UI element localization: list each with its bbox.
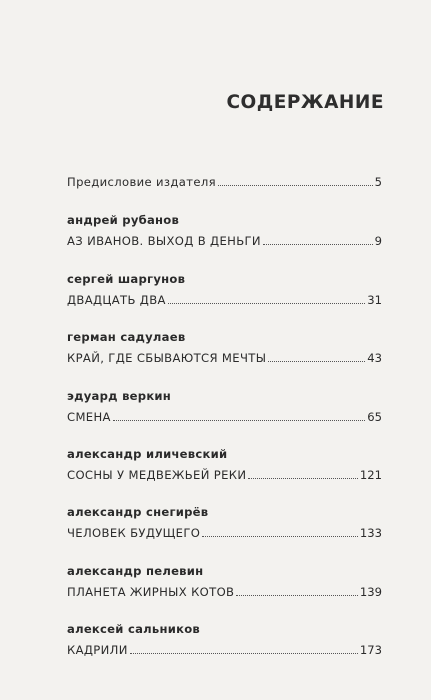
toc-title: СМЕНА (67, 410, 111, 424)
dot-leader (248, 477, 357, 479)
toc-entry (67, 389, 382, 424)
toc-author: андрей рубанов (67, 213, 180, 227)
toc-author: александр снегирёв (67, 505, 209, 519)
toc-line (67, 468, 382, 482)
toc-title: КРАЙ, ГДЕ СБЫВАЮТСЯ МЕЧТЫ (67, 351, 267, 365)
toc-entry (67, 213, 382, 248)
toc-preface-title: Предисловие издателя (67, 175, 216, 189)
dot-leader (236, 594, 358, 596)
toc-title: ЧЕЛОВЕК БУДУЩЕГО (67, 526, 201, 540)
toc-preface-page: 5 (374, 175, 382, 189)
toc-line (67, 526, 382, 540)
toc-page: 65 (367, 410, 382, 424)
dot-leader (218, 184, 373, 186)
toc-author: сергей шаргунов (67, 272, 186, 286)
dot-leader (268, 360, 365, 362)
toc-page: 133 (359, 526, 382, 540)
dot-leader (113, 419, 365, 421)
toc-entry (67, 447, 382, 482)
toc-line (67, 293, 382, 307)
dot-leader (263, 243, 373, 245)
page-title: СОДЕРЖАНИЕ (226, 92, 384, 113)
toc-entry (67, 330, 382, 365)
toc-title: КАДРИЛИ (67, 643, 128, 657)
toc-title: АЗ ИВАНОВ. ВЫХОД В ДЕНЬГИ (67, 234, 261, 248)
toc-entry (67, 272, 382, 307)
toc-page: 121 (359, 468, 382, 482)
toc-page: 9 (374, 234, 382, 248)
toc-line (67, 585, 382, 599)
toc-line (67, 643, 382, 657)
toc-entry (67, 564, 382, 599)
toc-entry (67, 622, 382, 657)
toc-line (67, 410, 382, 424)
toc-author: александр иличевский (67, 447, 228, 461)
toc-title: СОСНЫ У МЕДВЕЖЬЕЙ РЕКИ (67, 468, 247, 482)
toc-line (67, 234, 382, 248)
table-of-contents (67, 175, 382, 657)
toc-line (67, 351, 382, 365)
dot-leader (168, 302, 365, 304)
toc-page: 31 (367, 293, 382, 307)
toc-author: герман садулаев (67, 330, 186, 344)
toc-page: 139 (359, 585, 382, 599)
toc-author: алексей сальников (67, 622, 201, 636)
dot-leader (130, 652, 358, 654)
toc-page: 43 (367, 351, 382, 365)
toc-preface (67, 175, 382, 189)
toc-title: ПЛАНЕТА ЖИРНЫХ КОТОВ (67, 585, 235, 599)
toc-entry (67, 505, 382, 540)
toc-author: александр пелевин (67, 564, 204, 578)
dot-leader (202, 535, 358, 537)
toc-page: 173 (359, 643, 382, 657)
toc-author: эдуард веркин (67, 389, 172, 403)
toc-title: ДВАДЦАТЬ ДВА (67, 293, 166, 307)
